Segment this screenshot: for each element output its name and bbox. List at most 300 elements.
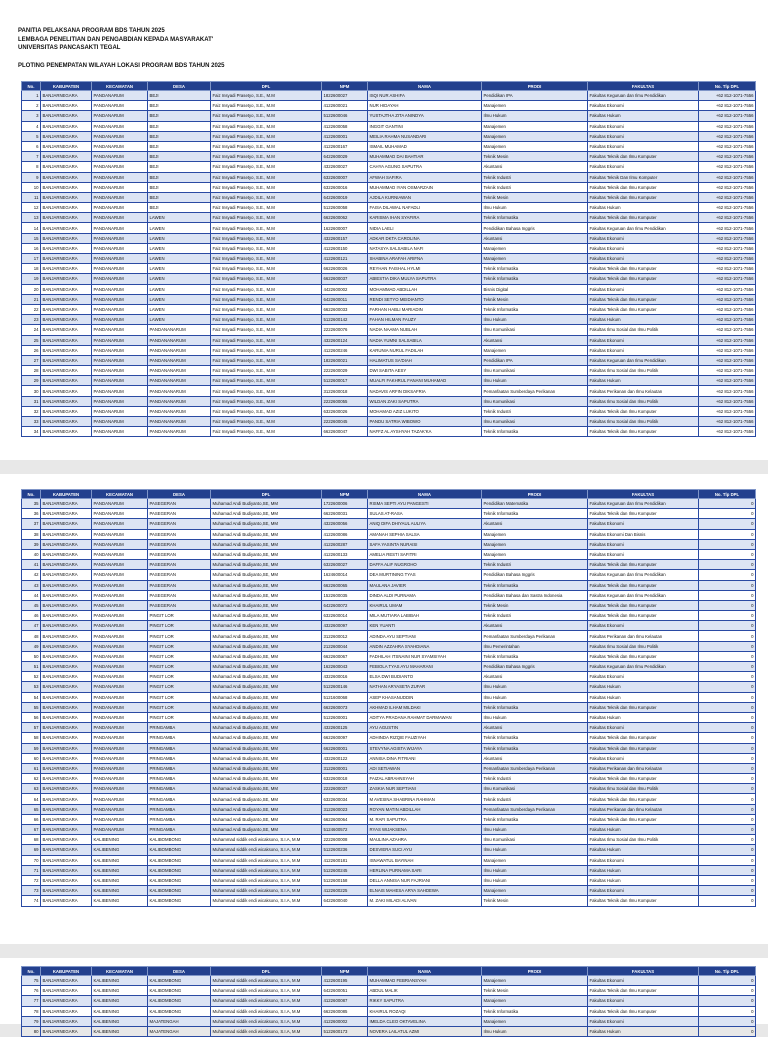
cell-npm: 6422600011 [322, 294, 368, 304]
cell-kecamatan: PANDANARUM [92, 763, 148, 773]
cell-npm: 6322600014 [322, 611, 368, 621]
cell-tlp: +62 812-1071-7556 [699, 417, 756, 427]
cell-kecamatan: PANDANARUM [92, 396, 148, 406]
cell-desa: BEJI [148, 131, 211, 141]
cell-npm: 6422600019 [322, 192, 368, 202]
cell-npm: 4122600287 [322, 539, 368, 549]
cell-kecamatan: PANDANARUM [92, 641, 148, 651]
table-row [22, 539, 756, 549]
cell-no: 33 [22, 417, 41, 427]
cell-dpl: Muhamad Andi Budiyanto,SE, MM [211, 600, 322, 610]
cell-dpl: Faiz Insyadi Prasetyo, S.E., M.M [211, 366, 322, 376]
cell-prodi: Teknik Informatika [482, 651, 588, 661]
cell-prodi: Ilmu Komunikasi [482, 784, 588, 794]
cell-kecamatan: PANDANARUM [92, 101, 148, 111]
cell-tlp: 0 [699, 600, 756, 610]
table-row [22, 172, 756, 182]
cell-prodi: Teknik Informatika [482, 509, 588, 519]
cell-prodi: Teknik Mesin [482, 600, 588, 610]
cell-dpl: Faiz Insyadi Prasetyo, S.E., M.M [211, 213, 322, 223]
cell-no: 5 [22, 131, 41, 141]
table-row [22, 406, 756, 416]
cell-npm: 1622600043 [322, 662, 368, 672]
cell-prodi: Teknik Mesin [482, 192, 588, 202]
cell-kecamatan: PANDANARUM [92, 192, 148, 202]
cell-dpl: Faiz Insyadi Prasetyo, S.E., M.M [211, 172, 322, 182]
cell-npm: 1522600035 [322, 590, 368, 600]
cell-kabupaten: BANJARNEGARA [41, 406, 92, 416]
cell-fakultas: Fakultas Ekonomi Dan Bisnis [588, 529, 699, 539]
cell-kecamatan: PANDANARUM [92, 580, 148, 590]
cell-desa: PRINGAMBA [148, 774, 211, 784]
cell-dpl: Muhamad Andi Budiyanto,SE, MM [211, 590, 322, 600]
cell-desa: PANDANANARUM [148, 417, 211, 427]
cell-prodi: Akuntansi [482, 162, 588, 172]
cell-kabupaten: BANJARNEGARA [41, 345, 92, 355]
cell-tlp: 0 [699, 499, 756, 509]
cell-nama: RIKKY SAPUTRA [368, 996, 482, 1006]
cell-fakultas: Fakultas Ekonomi [588, 101, 699, 111]
cell-prodi: Manajemen [482, 121, 588, 131]
cell-fakultas: Fakultas Hukum [588, 682, 699, 692]
cell-npm: 1624600014 [322, 570, 368, 580]
cell-dpl: Muhamad Andi Budiyanto,SE, MM [211, 733, 322, 743]
cell-tlp: +62 812-1071-7556 [699, 264, 756, 274]
cell-nama: MAULANA JAVIER [368, 580, 482, 590]
cell-no: 62 [22, 774, 41, 784]
table-row [22, 672, 756, 682]
cell-desa: KALIBOMBONG [148, 996, 211, 1006]
cell-kabupaten: BANJARNEGARA [41, 192, 92, 202]
cell-dpl: Faiz Insyadi Prasetyo, S.E., M.M [211, 386, 322, 396]
table-row [22, 101, 756, 111]
cell-kecamatan: PANDANARUM [92, 529, 148, 539]
cell-tlp: 0 [699, 702, 756, 712]
cell-tlp: 0 [699, 631, 756, 641]
table-row [22, 386, 756, 396]
cell-no: 77 [22, 996, 41, 1006]
cell-dpl: Muhammad siddik endi wicaksono, S.I.A, M.M [211, 996, 322, 1006]
cell-tlp: 0 [699, 886, 756, 896]
cell-npm: 5122600001 [322, 712, 368, 722]
table-row [22, 580, 756, 590]
cell-npm: 4122600246 [322, 345, 368, 355]
cell-tlp: 0 [699, 651, 756, 661]
cell-no: 4 [22, 121, 41, 131]
cell-no: 26 [22, 345, 41, 355]
cell-fakultas: Fakultas Hukum [588, 875, 699, 885]
cell-dpl: Faiz Insyadi Prasetyo, S.E., M.M [211, 254, 322, 264]
cell-desa: PRINGAMBA [148, 814, 211, 824]
cell-no: 69 [22, 845, 41, 855]
cell-nama: INGGIT GANTINI [368, 121, 482, 131]
cell-nama: ASEP KHASANUDDIN [368, 692, 482, 702]
column-header-dpl: DPL [211, 967, 322, 976]
cell-prodi: Akuntansi [482, 621, 588, 631]
cell-desa: LAWEN [148, 243, 211, 253]
cell-fakultas: Fakultas Teknik dan Ilmu Komputer [588, 304, 699, 314]
cell-fakultas: Fakultas Teknik dan Ilmu Komputer [588, 152, 699, 162]
document-subtitle: PLOTING PENEMPATAN WILAYAH LOKASI PROGRAM BDS TAHUN 2025 [18, 63, 225, 69]
cell-no: 38 [22, 529, 41, 539]
cell-kabupaten: BANJARNEGARA [41, 396, 92, 406]
cell-no: 78 [22, 1006, 41, 1016]
cell-kecamatan: PANDANARUM [92, 651, 148, 661]
table-row [22, 152, 756, 162]
cell-tlp: 0 [699, 825, 756, 835]
cell-dpl: Faiz Insyadi Prasetyo, S.E., M.M [211, 111, 322, 121]
cell-dpl: Muhamad Andi Budiyanto,SE, MM [211, 580, 322, 590]
cell-desa: MAJATENGAH [148, 1016, 211, 1026]
cell-npm: 6322600018 [322, 774, 368, 784]
cell-no: 11 [22, 192, 41, 202]
table-row [22, 651, 756, 661]
cell-nama: MEILIA RAHMA NUSANDARI [368, 131, 482, 141]
column-header-desa: DESA [148, 967, 211, 976]
table-row [22, 294, 756, 304]
cell-fakultas: Fakultas Keguruan dan Ilmu Pendidikan [588, 499, 699, 509]
cell-nama: MILA MUTIARA LABIBAH [368, 611, 482, 621]
cell-no: 24 [22, 325, 41, 335]
cell-no: 41 [22, 560, 41, 570]
cell-kabupaten: BANJARNEGARA [41, 1026, 92, 1036]
cell-npm: 4322600122 [322, 753, 368, 763]
cell-dpl: Muhamad Andi Budiyanto,SE, MM [211, 539, 322, 549]
cell-kabupaten: BANJARNEGARA [41, 590, 92, 600]
table-row [22, 611, 756, 621]
cell-prodi: Teknik Informatika [482, 304, 588, 314]
cell-dpl: Muhammad siddik endi wicaksono, S.I.A, M.M [211, 865, 322, 875]
cell-tlp: 0 [699, 774, 756, 784]
cell-npm: 5122600158 [322, 875, 368, 885]
cell-nama: MUALFI FAKHRUL FANANI MUHAMAD [368, 376, 482, 386]
cell-kecamatan: KALIBENING [92, 1026, 148, 1036]
cell-kabupaten: BANJARNEGARA [41, 682, 92, 692]
cell-tlp: 0 [699, 509, 756, 519]
cell-kabupaten: BANJARNEGARA [41, 355, 92, 365]
cell-npm: 4122600167 [322, 141, 368, 151]
table-row [22, 865, 756, 875]
cell-nama: ADHINDA RIZQIE FAUZIYAH [368, 733, 482, 743]
cell-kecamatan: PANDANARUM [92, 753, 148, 763]
cell-fakultas: Fakultas Ekonomi [588, 855, 699, 865]
cell-kabupaten: BANJARNEGARA [41, 651, 92, 661]
cell-no: 73 [22, 886, 41, 896]
cell-kabupaten: BANJARNEGARA [41, 1016, 92, 1026]
table-row [22, 111, 756, 121]
cell-tlp: 0 [699, 1016, 756, 1026]
cell-kecamatan: KALIBENING [92, 845, 148, 855]
cell-kecamatan: PANDANARUM [92, 519, 148, 529]
cell-fakultas: Fakultas Teknik dan Ilmu Komputer [588, 651, 699, 661]
cell-desa: PRINGAMBA [148, 825, 211, 835]
cell-tlp: +62 812-1071-7556 [699, 121, 756, 131]
cell-prodi: Teknik Mesin [482, 896, 588, 906]
cell-no: 60 [22, 753, 41, 763]
cell-desa: PANDANANARUM [148, 406, 211, 416]
cell-desa: BEJI [148, 111, 211, 121]
cell-prodi: Akuntansi [482, 519, 588, 529]
cell-kecamatan: KALIBENING [92, 855, 148, 865]
cell-dpl: Muhamad Andi Budiyanto,SE, MM [211, 631, 322, 641]
cell-no: 54 [22, 692, 41, 702]
cell-nama: AJDILA KURNIAWAN [368, 192, 482, 202]
cell-desa: KALIBOMBONG [148, 976, 211, 986]
cell-desa: PANDANANARUM [148, 366, 211, 376]
cell-nama: NOVERA LAILATUL AZMI [368, 1026, 482, 1036]
cell-npm: 4122600225 [322, 886, 368, 896]
table-row [22, 427, 756, 437]
cell-npm: 5122600245 [322, 865, 368, 875]
cell-no: 23 [22, 315, 41, 325]
cell-dpl: Muhamad Andi Budiyanto,SE, MM [211, 702, 322, 712]
table-row [22, 692, 756, 702]
table-row [22, 182, 756, 192]
cell-kecamatan: PANDANARUM [92, 264, 148, 274]
cell-fakultas: Fakultas Ekonomi [588, 335, 699, 345]
cell-fakultas: Fakultas Teknik dan Ilmu Komputer [588, 560, 699, 570]
cell-npm: 6622600073 [322, 702, 368, 712]
cell-nama: AFWAH SAFIRA [368, 172, 482, 182]
cell-fakultas: Fakultas Keguruan dan Ilmu Pendidikan [588, 570, 699, 580]
table-row [22, 335, 756, 345]
cell-tlp: 0 [699, 976, 756, 986]
table-row [22, 753, 756, 763]
cell-kecamatan: PANDANARUM [92, 723, 148, 733]
cell-kecamatan: PANDANARUM [92, 549, 148, 559]
cell-dpl: Muhamad Andi Budiyanto,SE, MM [211, 763, 322, 773]
cell-prodi: Teknik Informatika [482, 702, 588, 712]
cell-fakultas: Fakultas Ilmu Sosial dan Ilmu Politik [588, 417, 699, 427]
cell-npm: 6322600007 [322, 172, 368, 182]
cell-tlp: 0 [699, 570, 756, 580]
table-row [22, 274, 756, 284]
cell-no: 71 [22, 865, 41, 875]
cell-kecamatan: PANDANARUM [92, 590, 148, 600]
cell-kecamatan: PANDANARUM [92, 784, 148, 794]
cell-kecamatan: PANDANARUM [92, 131, 148, 141]
cell-kecamatan: PANDANARUM [92, 682, 148, 692]
cell-prodi: Teknik Informatika [482, 427, 588, 437]
cell-no: 40 [22, 549, 41, 559]
cell-dpl: Faiz Insyadi Prasetyo, S.E., M.M [211, 121, 322, 131]
cell-dpl: Muhamad Andi Budiyanto,SE, MM [211, 814, 322, 824]
cell-no: 31 [22, 396, 41, 406]
table-row [22, 192, 756, 202]
cell-kabupaten: BANJARNEGARA [41, 825, 92, 835]
cell-kecamatan: PANDANARUM [92, 386, 148, 396]
cell-kabupaten: BANJARNEGARA [41, 570, 92, 580]
cell-kecamatan: KALIBENING [92, 875, 148, 885]
cell-kecamatan: PANDANARUM [92, 345, 148, 355]
table-row [22, 996, 756, 1006]
cell-tlp: 0 [699, 723, 756, 733]
cell-npm: 6622600033 [322, 304, 368, 314]
column-header-no: No. [22, 82, 41, 91]
cell-no: 10 [22, 182, 41, 192]
cell-desa: LAWEN [148, 223, 211, 233]
cell-kecamatan: PANDANARUM [92, 539, 148, 549]
placement-table-page-2 [21, 489, 756, 907]
cell-fakultas: Fakultas Perikanan dan Ilmu Kelautan [588, 804, 699, 814]
cell-prodi: Ilmu Hukum [482, 712, 588, 722]
cell-dpl: Muhammad siddik endi wicaksono, S.I.A, M.M [211, 845, 322, 855]
table-row [22, 499, 756, 509]
cell-kabupaten: BANJARNEGARA [41, 896, 92, 906]
cell-desa: PRINGAMBA [148, 784, 211, 794]
cell-npm: 4322600056 [322, 519, 368, 529]
cell-no: 14 [22, 223, 41, 233]
cell-fakultas: Fakultas Teknik dan Ilmu Komputer [588, 274, 699, 284]
cell-fakultas: Fakultas Ekonomi [588, 723, 699, 733]
cell-kabupaten: BANJARNEGARA [41, 294, 92, 304]
cell-prodi: Pendidikan IPA [482, 355, 588, 365]
table-row [22, 825, 756, 835]
cell-desa: KALIBOMBONG [148, 865, 211, 875]
cell-nama: ADINDA AYU SEPTIANI [368, 631, 482, 641]
cell-prodi: Ilmu Hukum [482, 875, 588, 885]
cell-tlp: +62 812-1071-7556 [699, 284, 756, 294]
cell-dpl: Faiz Insyadi Prasetyo, S.E., M.M [211, 243, 322, 253]
cell-npm: 4322600125 [322, 723, 368, 733]
cell-dpl: Muhamad Andi Budiyanto,SE, MM [211, 723, 322, 733]
cell-nama: KARUNIA NURUL FADILAH [368, 345, 482, 355]
cell-kabupaten: BANJARNEGARA [41, 131, 92, 141]
cell-npm: 5122600173 [322, 1026, 368, 1036]
cell-npm: 5121600068 [322, 692, 368, 702]
cell-nama: DELLA ANNISA NUR FAJRIANI [368, 875, 482, 885]
cell-nama: CAHYA AGUNG SAPUTRA [368, 162, 482, 172]
cell-no: 47 [22, 621, 41, 631]
table-row [22, 162, 756, 172]
cell-tlp: 0 [699, 743, 756, 753]
cell-kabupaten: BANJARNEGARA [41, 304, 92, 314]
cell-prodi: Teknik Industri [482, 406, 588, 416]
cell-fakultas: Fakultas Teknik dan Ilmu Komputer [588, 733, 699, 743]
cell-kabupaten: BANJARNEGARA [41, 386, 92, 396]
cell-npm: 6322600027 [322, 560, 368, 570]
cell-desa: LAWEN [148, 233, 211, 243]
cell-tlp: 0 [699, 753, 756, 763]
table-row [22, 774, 756, 784]
cell-desa: PASEGERAN [148, 560, 211, 570]
cell-fakultas: Fakultas Ekonomi [588, 672, 699, 682]
table-row [22, 121, 756, 131]
cell-tlp: 0 [699, 712, 756, 722]
table-row [22, 662, 756, 672]
cell-fakultas: Fakultas Teknik dan Ilmu Komputer [588, 814, 699, 824]
cell-npm: 6422600072 [322, 600, 368, 610]
cell-nama: WILDAN ZAKI SAPUTRA [368, 396, 482, 406]
cell-no: 9 [22, 172, 41, 182]
cell-kabupaten: BANJARNEGARA [41, 274, 92, 284]
cell-npm: 4322600027 [322, 162, 368, 172]
cell-desa: KALIBOMBONG [148, 1006, 211, 1016]
cell-dpl: Faiz Insyadi Prasetyo, S.E., M.M [211, 284, 322, 294]
cell-nama: MUHAMMAD FEBRIANSYAH [368, 976, 482, 986]
cell-no: 44 [22, 590, 41, 600]
cell-no: 45 [22, 600, 41, 610]
column-header-prodi: PRODI [482, 967, 588, 976]
cell-tlp: +62 812-1071-7556 [699, 213, 756, 223]
cell-prodi: Akuntansi [482, 753, 588, 763]
cell-prodi: Ilmu Hukum [482, 315, 588, 325]
cell-prodi: Pendidikan Matematika [482, 499, 588, 509]
cell-kabupaten: BANJARNEGARA [41, 366, 92, 376]
cell-no: 12 [22, 203, 41, 213]
cell-tlp: +62 812-1071-7556 [699, 131, 756, 141]
cell-no: 3 [22, 111, 41, 121]
cell-prodi: Teknik Informatika [482, 733, 588, 743]
cell-npm: 4122600086 [322, 529, 368, 539]
table-row [22, 712, 756, 722]
table-row [22, 570, 756, 580]
cell-npm: 4322600097 [322, 621, 368, 631]
cell-dpl: Faiz Insyadi Prasetyo, S.E., M.M [211, 355, 322, 365]
cell-desa: BEJI [148, 192, 211, 202]
cell-npm: 5122600046 [322, 111, 368, 121]
cell-kabupaten: BANJARNEGARA [41, 111, 92, 121]
cell-nama: IMELDA CLEO OKTAVELINA [368, 1016, 482, 1026]
cell-kecamatan: PANDANARUM [92, 325, 148, 335]
column-header-kecamatan: KECAMATAN [92, 490, 148, 499]
cell-kecamatan: PANDANARUM [92, 91, 148, 101]
cell-prodi: Akuntansi [482, 723, 588, 733]
cell-kecamatan: PANDANARUM [92, 631, 148, 641]
cell-prodi: Pendidikan Bahasa Inggris [482, 223, 588, 233]
cell-prodi: Manajemen [482, 539, 588, 549]
cell-kabupaten: BANJARNEGARA [41, 865, 92, 875]
cell-nama: MOHAMMAD ABDILLAH [368, 284, 482, 294]
column-header-tlp: No. Tlp DPL [699, 967, 756, 976]
cell-tlp: 0 [699, 1026, 756, 1036]
cell-kabupaten: BANJARNEGARA [41, 692, 92, 702]
cell-kecamatan: PANDANARUM [92, 611, 148, 621]
cell-desa: KALIBOMBONG [148, 835, 211, 845]
cell-kabupaten: BANJARNEGARA [41, 325, 92, 335]
cell-no: 50 [22, 651, 41, 661]
column-header-kabupaten: KABUPATEN [41, 967, 92, 976]
cell-kecamatan: PANDANARUM [92, 794, 148, 804]
cell-kecamatan: PANDANARUM [92, 243, 148, 253]
cell-fakultas: Fakultas Ekonomi [588, 1016, 699, 1026]
cell-nama: ISMAIL MUHAMAD [368, 141, 482, 151]
document-page-3 [0, 958, 768, 1035]
cell-npm: 6322600026 [322, 406, 368, 416]
cell-npm: 3122600012 [322, 631, 368, 641]
cell-desa: PRINGAMBA [148, 794, 211, 804]
cell-fakultas: Fakultas Ilmu Sosial dan Ilmu Politik [588, 835, 699, 845]
cell-desa: KALIBOMBONG [148, 986, 211, 996]
cell-fakultas: Fakultas Ilmu Sosial dan Ilmu Politik [588, 325, 699, 335]
cell-fakultas: Fakultas Perikanan dan Ilmu Kelautan [588, 631, 699, 641]
table-row [22, 986, 756, 996]
cell-npm: 2222600037 [322, 784, 368, 794]
cell-prodi: Manajemen [482, 529, 588, 539]
cell-prodi: Manajemen [482, 996, 588, 1006]
table-row [22, 345, 756, 355]
cell-no: 80 [22, 1026, 41, 1036]
table-row [22, 264, 756, 274]
cell-kecamatan: PANDANARUM [92, 662, 148, 672]
cell-tlp: +62 812-1071-7556 [699, 141, 756, 151]
cell-kecamatan: PANDANARUM [92, 825, 148, 835]
cell-dpl: Muhamad Andi Budiyanto,SE, MM [211, 621, 322, 631]
cell-kabupaten: BANJARNEGARA [41, 152, 92, 162]
table-row [22, 417, 756, 427]
cell-dpl: Muhamad Andi Budiyanto,SE, MM [211, 712, 322, 722]
table-row [22, 366, 756, 376]
